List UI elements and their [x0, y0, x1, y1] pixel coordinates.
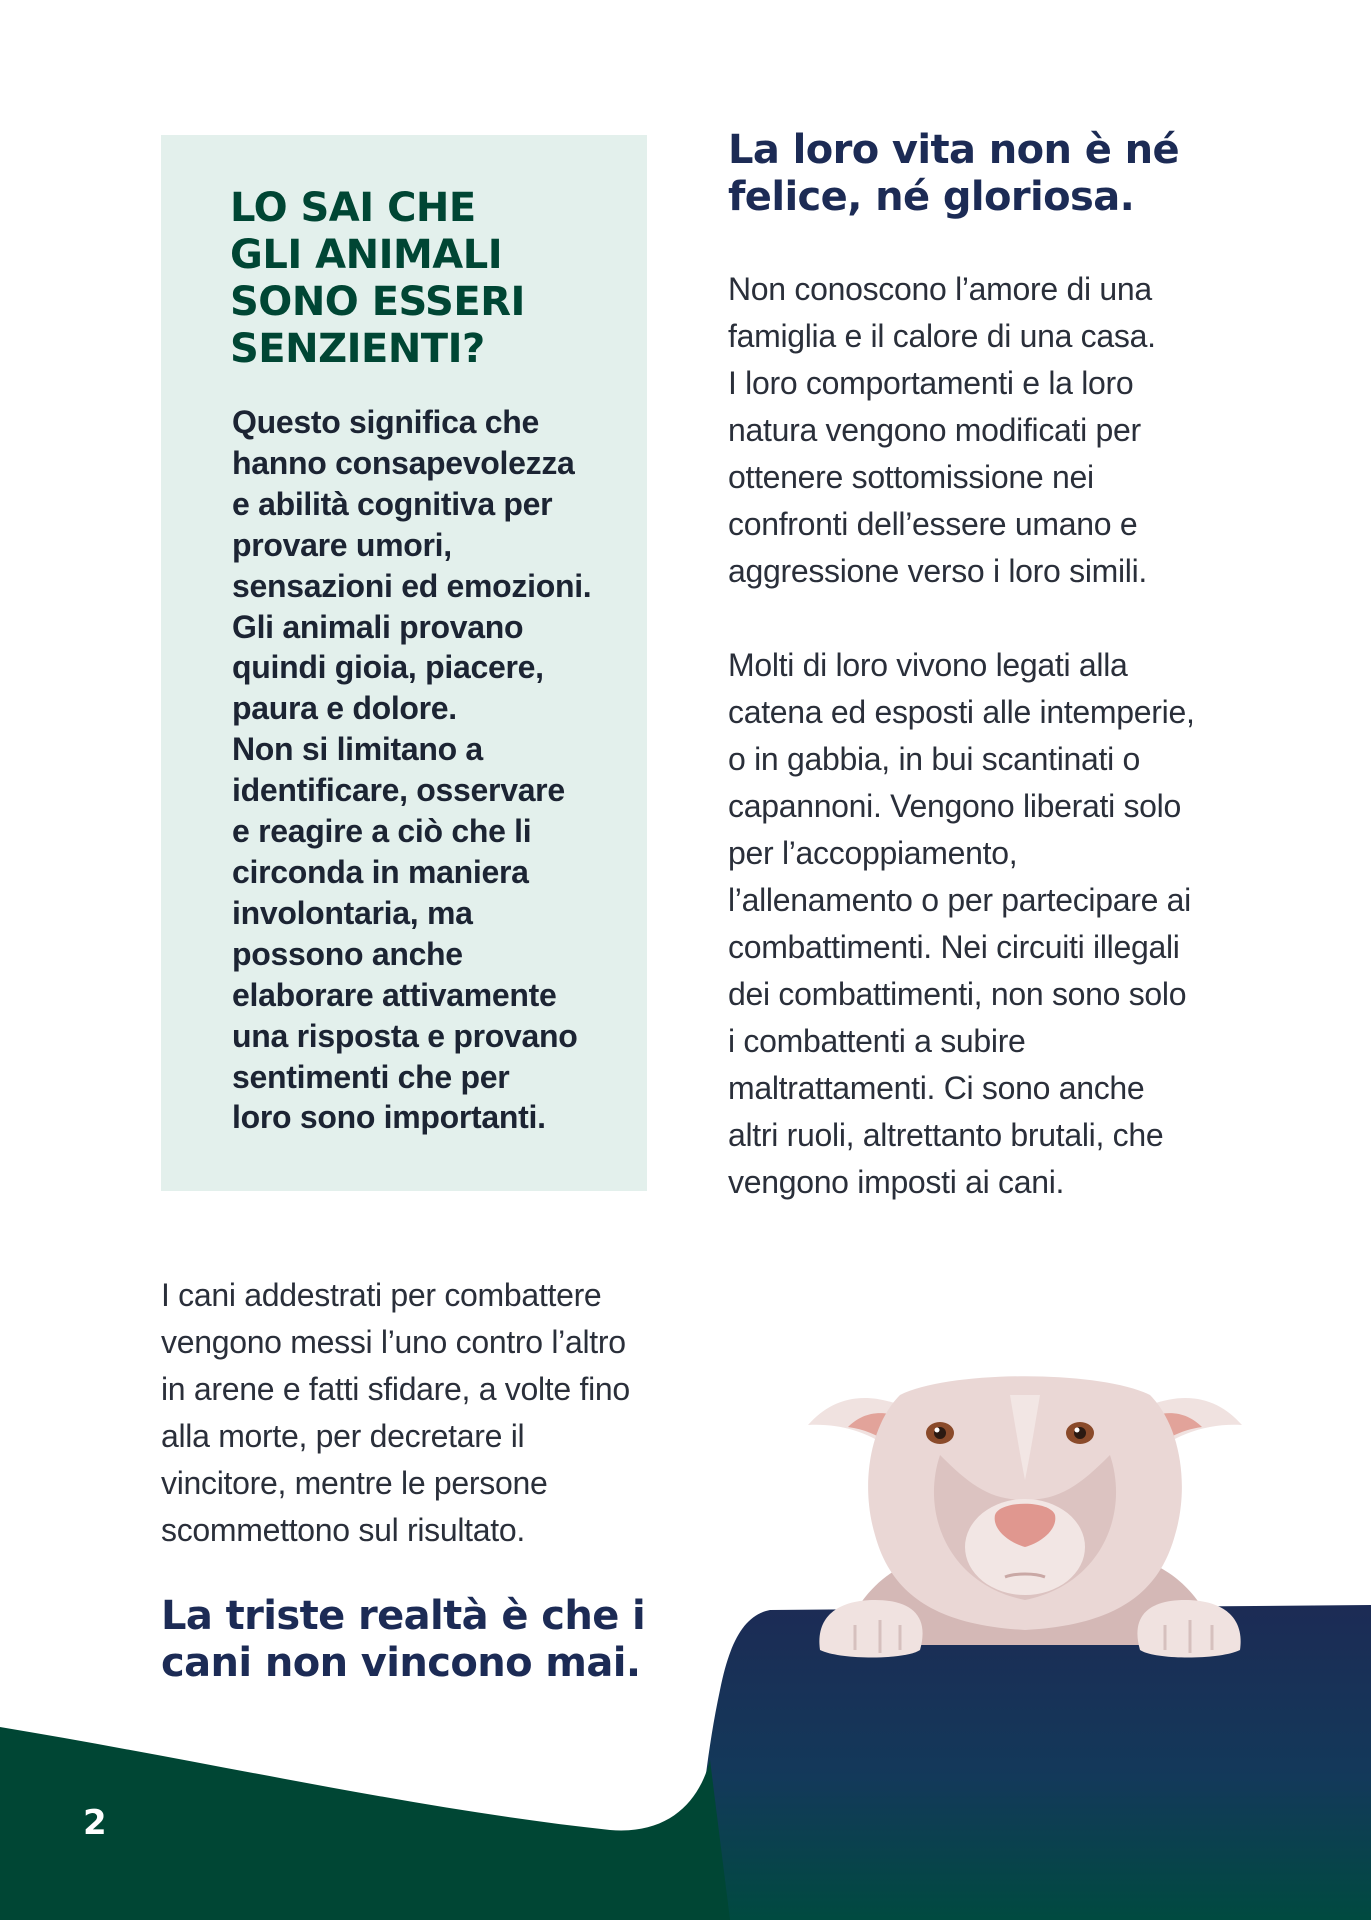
- right-paragraph-2: Molti di loro vivono legati alla catena ed esposti alle intemperie, o in gabbia, in bui scantinati o capannoni. Vengono liberati solo per l’accoppiamento, l’allenamento o per partecipare ai combattimenti. Nei circuiti illegali dei combattimenti, non sono solo i combattenti a subire maltrattamenti. Ci sono anche altri ruoli, altrettanto brutali, che vengono imposti ai cani.: [728, 647, 1195, 1200]
- fact-box-body: Questo significa che hanno consapevolezza e abilità cognitiva per provare umori, sensazioni ed emozioni. Gli animali provano quindi gioia, piacere, paura e dolore. Non si limitano a identificare, osservare e reagire a ciò che li circonda in maniera involontaria, ma possono anche elaborare attivamente una risposta e provano sentimenti che per loro sono importanti.: [232, 404, 592, 1136]
- dog-icon: [800, 1315, 1260, 1675]
- dog-right-eye-glint: [1075, 1428, 1080, 1433]
- fact-box-title: LO SAI CHE GLI ANIMALI SONO ESSERI SENZIENTI?: [230, 185, 525, 372]
- left-paragraph: I cani addestrati per combattere vengono messi l’uno contro l’altro in arene e fatti sfidare, a volte fino alla morte, per decretare il vincitore, mentre le persone scommettono sul risultato.: [161, 1277, 630, 1548]
- dog-left-paw: [819, 1600, 922, 1658]
- right-heading: La loro vita non è né felice, né gloriosa.: [728, 127, 1179, 220]
- bottom-heading: La triste realtà è che i cani non vincono mai.: [161, 1593, 646, 1686]
- right-paragraph-1: Non conoscono l’amore di una famiglia e il calore di una casa. I loro comportamenti e la loro natura vengono modificati per ottenere sottomissione nei confronti dell’essere umano e aggressione verso i loro simili.: [728, 271, 1156, 589]
- dog-left-eye-glint: [935, 1428, 940, 1433]
- green-wave-shape: [0, 1727, 730, 1920]
- page-number: 2: [83, 1803, 107, 1843]
